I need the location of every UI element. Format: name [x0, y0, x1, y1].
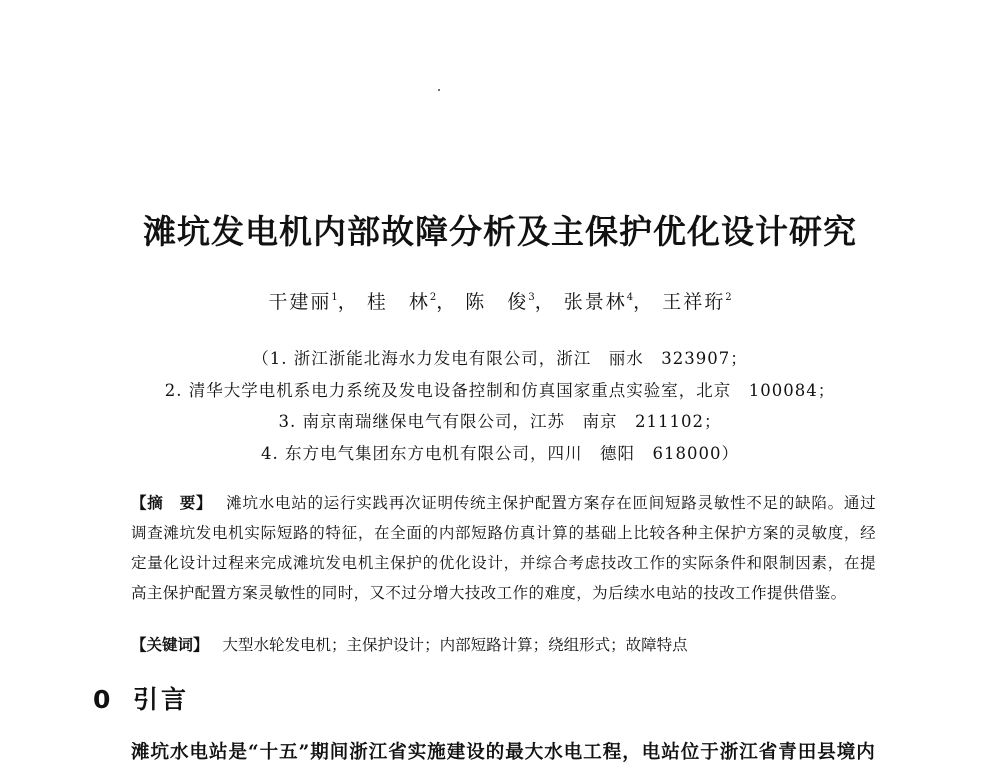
scan-speck	[438, 89, 440, 91]
abstract-text: 滩坑水电站的运行实践再次证明传统主保护配置方案存在匝间短路灵敏性不足的缺陷。通过调查滩坑发电机实际短路的特征，在全面的内部短路仿真计算的基础上比较各种主保护方案的灵敏度，经定量化设计过程来完成滩坑发电机主保护的优化设计，并综合考虑技改工作的实际条件和限制因素，在提高主保护配置方案灵敏性的同时，又不过分增大技改工作的难度，为后续水电站的技改工作提供借鉴。	[131, 494, 876, 602]
affiliation-line: 4. 东方电气集团东方电机有限公司，四川 德阳 618000）	[261, 444, 739, 463]
affiliation-line: 3. 南京南瑞继保电气有限公司，江苏 南京 211102；	[278, 412, 722, 431]
author: 张景林$^4$，	[563, 291, 655, 313]
author-list	[0, 287, 1000, 314]
section-title: 引言	[133, 685, 190, 714]
body-text-line: 滩坑水电站是“十五”期间浙江省实施建设的最大水电工程，电站位于浙江省青田县境内	[131, 742, 876, 763]
paper-title: 滩坑发电机内部故障分析及主保护优化设计研究	[143, 212, 857, 251]
author: 陈 俊$^3$，	[465, 291, 556, 313]
keyword: 故障特点	[625, 636, 688, 654]
keyword: 绕组形式	[548, 636, 611, 654]
keywords: 【关键词】 大型水轮发电机；主保护设计；内部短路计算；绕组形式；故障特点	[131, 636, 688, 654]
keyword: 内部短路计算	[439, 636, 533, 654]
affiliation-line: （1. 浙江浙能北海水力发电有限公司，浙江 丽水 323907；	[252, 349, 748, 368]
author: 王祥珩$^2$	[662, 291, 732, 313]
author: 干建丽$^1$，	[268, 291, 359, 313]
section-heading	[93, 680, 189, 716]
author: 桂 林$^2$，	[366, 291, 458, 313]
section-number: 0	[93, 685, 111, 714]
keyword: 主保护设计	[346, 636, 425, 654]
abstract	[131, 488, 876, 608]
keyword: 大型水轮发电机	[222, 636, 332, 654]
keywords-label: 【关键词】	[131, 636, 209, 654]
affiliation-line: 2. 清华大学电机系电力系统及发电设备控制和仿真国家重点实验室，北京 100084；	[164, 381, 836, 400]
abstract-label: 【摘 要】	[131, 494, 213, 512]
